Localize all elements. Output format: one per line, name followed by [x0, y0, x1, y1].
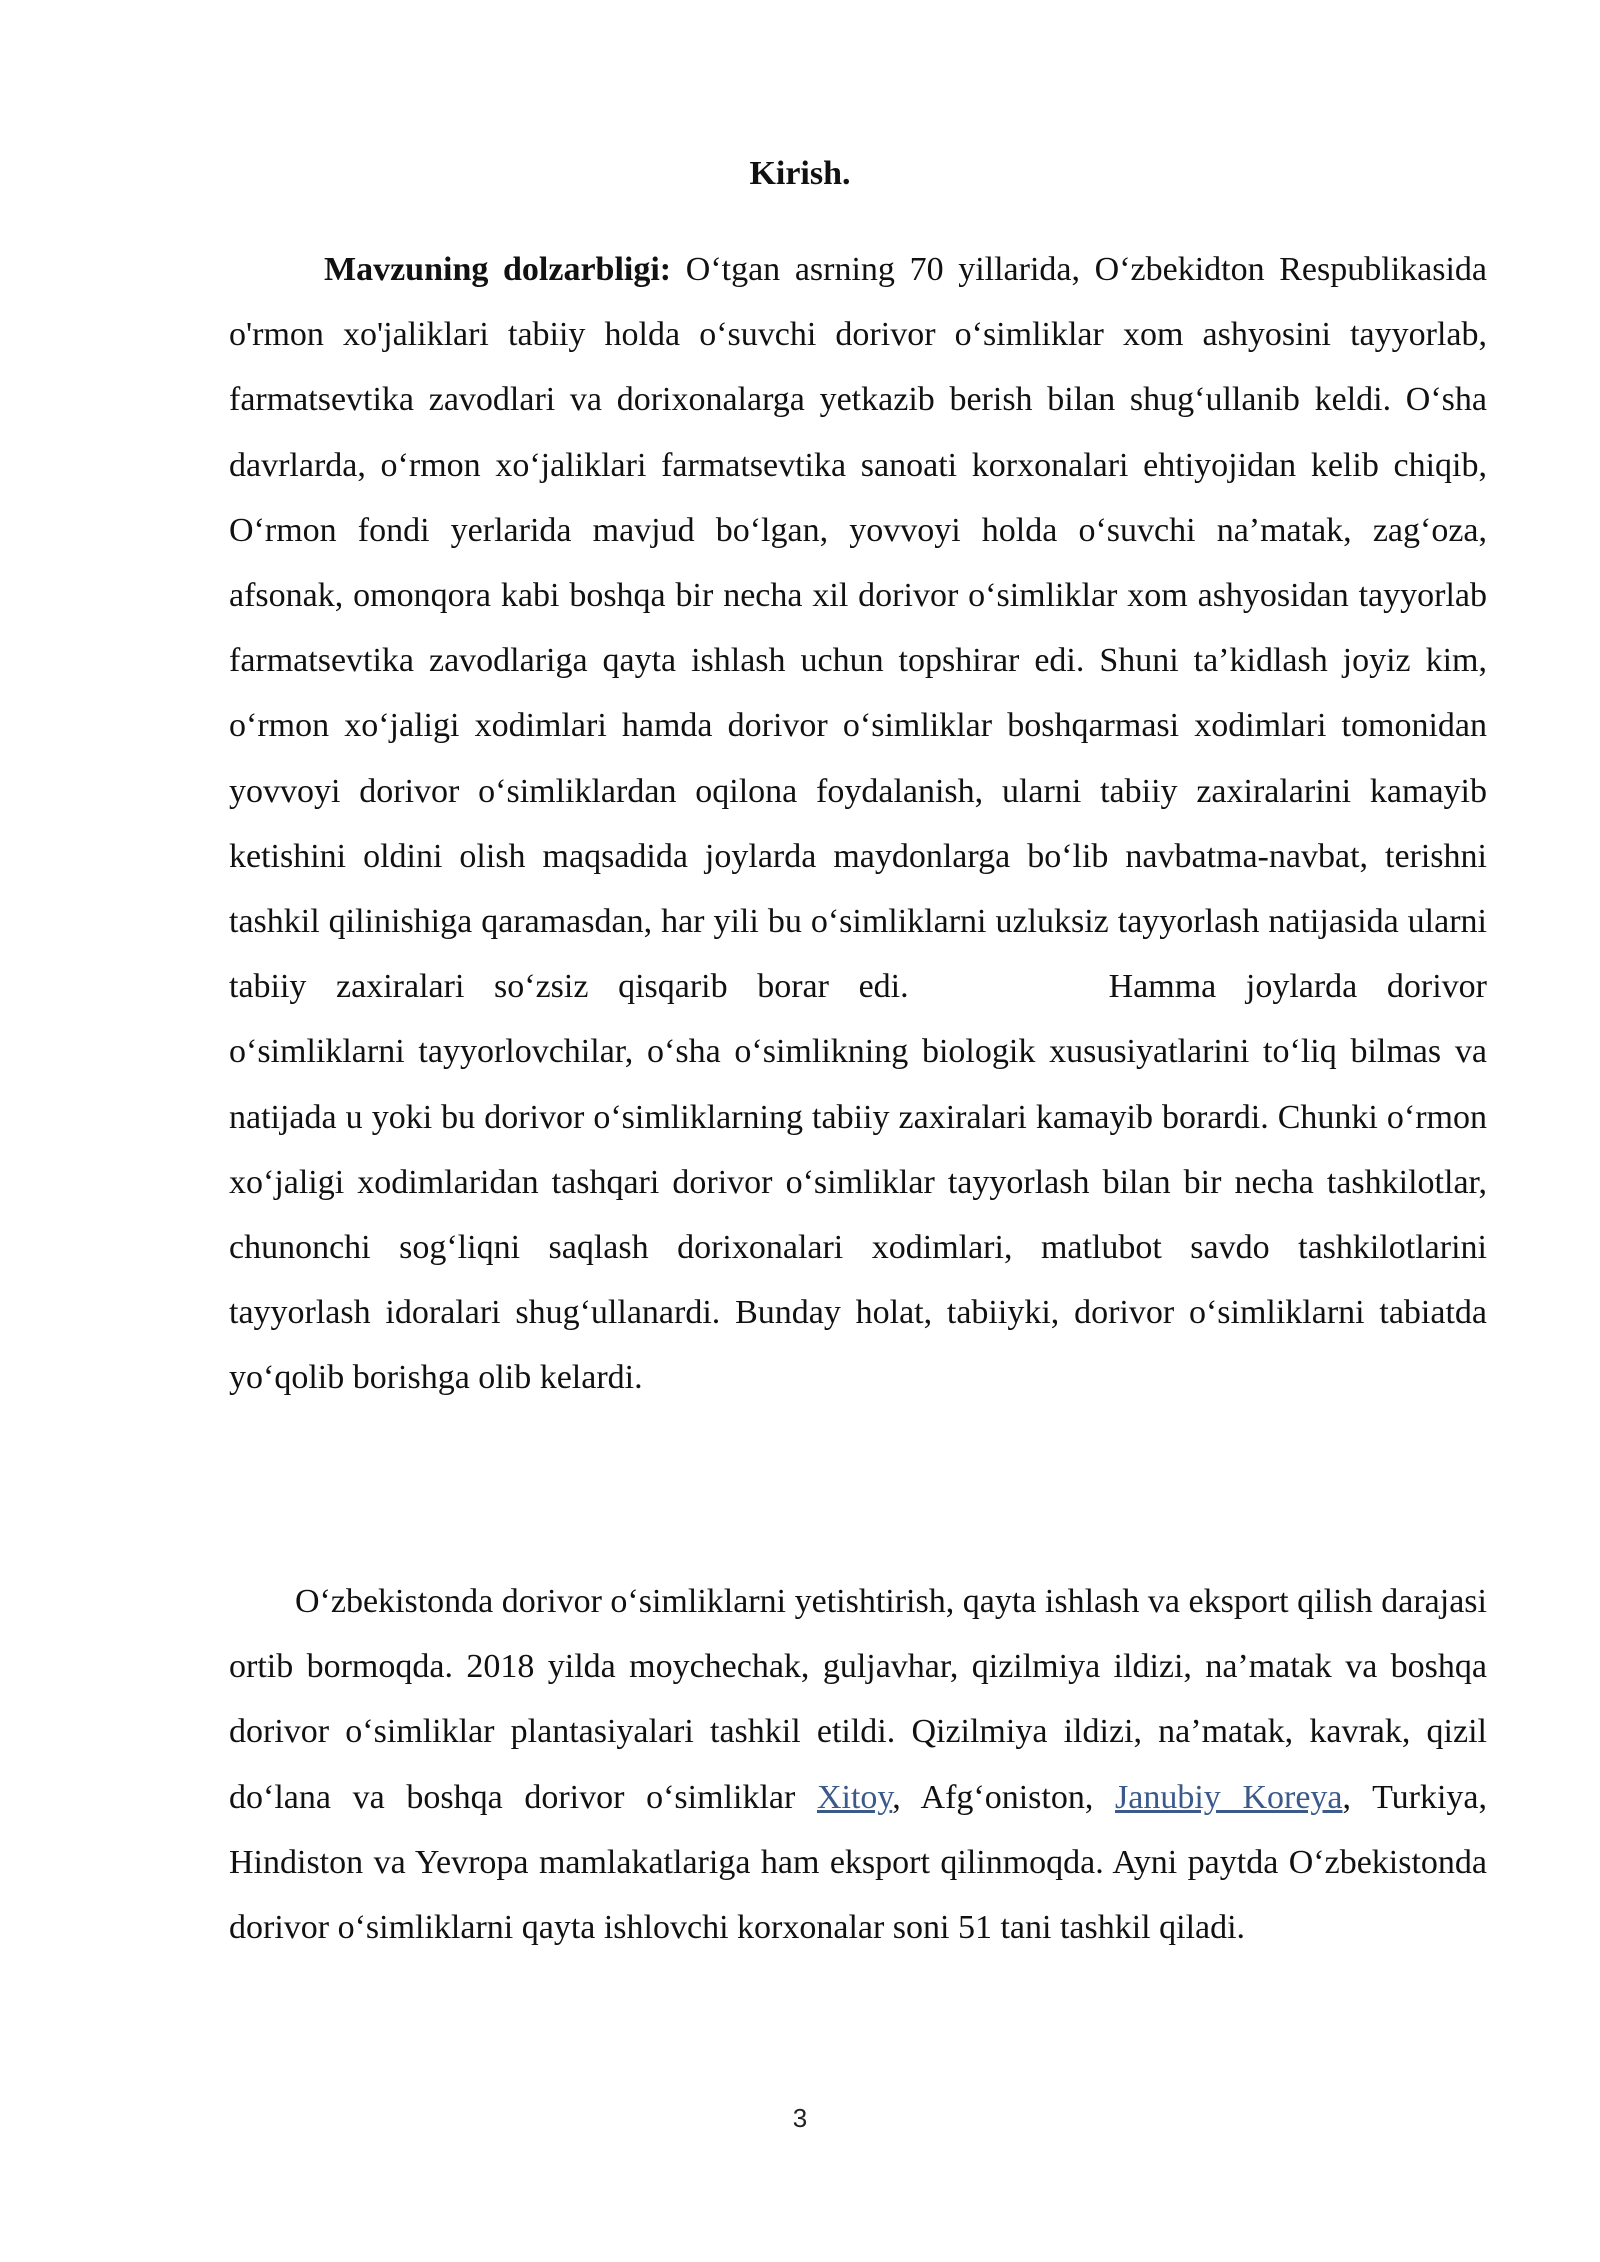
section-heading-relevance: Mavzuning dolzarbligi: — [324, 251, 672, 288]
paragraph-export-text-3: , Turkiya, Hindiston va Yevropa mamlakatlariga ham eksport qilinmoqda. Ayni paytda O‘zbekistonda dorivor o‘simliklarni qayta ishlovchi korxonalar soni 51 tani tashkil qiladi. — [229, 1778, 1487, 1947]
paragraph-export-text-2: , Afg‘oniston, — [892, 1778, 1116, 1816]
page-number: 3 — [792, 2103, 808, 2133]
page-title: Kirish. — [749, 155, 851, 192]
paragraph-export-text-1: O‘zbekistonda dorivor o‘simliklarni yetishtirish, qayta ishlash va eksport qilish darajasi ortib bormoqda. 2018 yilda moychechak, guljavhar, qizilmiya ildizi, na’matak va boshqa dorivor o‘simliklar plantasiyalari tashkil etildi. Qizilmiya ildizi, na’matak, kavrak, qizil do‘lana va boshqa dorivor o‘simliklar — [229, 1583, 1487, 1816]
paragraph-relevance-text-1: O‘tgan asrning 70 yillarida, O‘zbekidton Respublikasida o'rmon xo'jaliklari tabiiy holda o‘suvchi dorivor o‘simliklar xom ashyosini tayyorlab, farmatsevtika zavodlari va dorixonalarga yetkazib berish bilan shug‘ullanib keldi. O‘sha davrlarda, o‘rmon xo‘jaliklari farmatsevtika sanoati korxonalari ehtiyojidan kelib chiqib, O‘rmon fondi yerlarida mavjud bo‘lgan, yovvoyi holda o‘suvchi na’matak, zag‘oza, afsonak, omonqora kabi boshqa bir necha xil dorivor o‘simliklar xom ashyosidan tayyorlab farmatsevtika zavodlariga qayta ishlash uchun topshirar edi. Shuni ta’kidlash joyiz kim, o‘rmon xo‘jaligi xodimlari hamda dorivor o‘simliklar boshqarmasi xodimlari tomonidan yovvoyi dorivor o‘simliklardan oqilona foydalanish, ularni tabiiy zaxiralarini kamayib ketishini oldini olish maqsadida joylarda maydonlarga bo‘lib navbatma-navbat, terishni tashkil qilinishiga qaramasdan, har yili bu o‘simliklarni uzluksiz tayyorlash natijasida ularni tabiiy zaxiralari so‘zsiz qisqarib borar edi. — [229, 251, 1488, 1006]
link-janubiy-koreya[interactable]: Janubiy Koreya — [1115, 1778, 1343, 1816]
paragraph-relevance — [229, 237, 1487, 1411]
link-xitoy[interactable]: Xitoy — [816, 1778, 893, 1816]
paragraph-export — [229, 1569, 1487, 1960]
paragraph-relevance-text-2: Hamma joylarda dorivor o‘simliklarni tayyorlovchilar, o‘sha o‘simlikning biologik xususiyatlarini to‘liq bilmas va natijada u yoki bu dorivor o‘simliklarning tabiiy zaxiralari kamayib borardi. Chunki o‘rmon xo‘jaligi xodimlaridan tashqari dorivor o‘simliklar tayyorlash bilan bir necha tashkilotlar, chunonchi sog‘liqni saqlash dorixonalari xodimlari, matlubot savdo tashkilotlarini tayyorlash idoralari shug‘ullanardi. Bunday holat, tabiiyki, dorivor o‘simliklarni tabiatda yo‘qolib borishga olib kelardi. — [229, 968, 1487, 1397]
